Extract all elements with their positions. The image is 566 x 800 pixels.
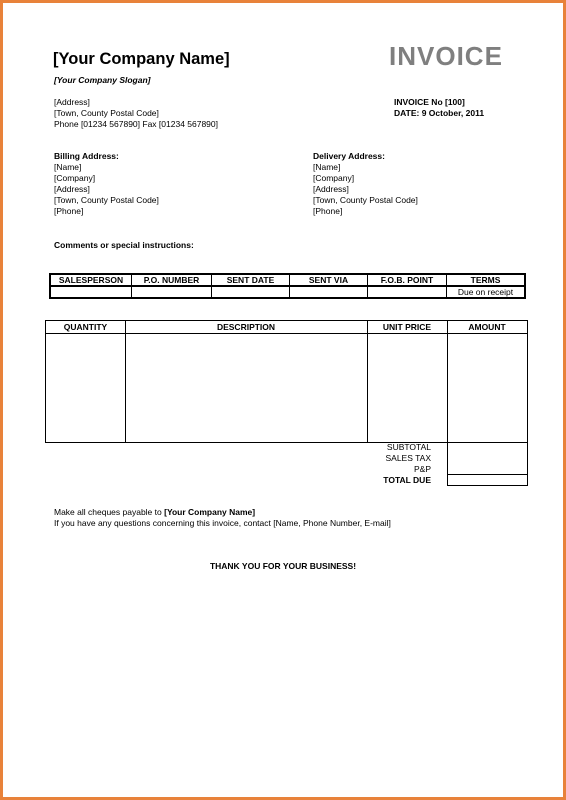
col-sent-via: SENT VIA	[290, 274, 368, 286]
order-row	[50, 286, 525, 298]
col-quantity: QUANTITY	[46, 321, 125, 334]
billing-address	[54, 151, 159, 217]
column-divider	[447, 321, 448, 442]
billing-line: [Company]	[54, 173, 96, 183]
items-table	[45, 320, 528, 443]
company-slogan: [Your Company Slogan]	[54, 75, 151, 85]
delivery-address	[313, 151, 418, 217]
col-salesperson: SALESPERSON	[50, 274, 132, 286]
header-divider	[46, 333, 527, 334]
order-header-row	[50, 274, 525, 286]
billing-line: [Phone]	[54, 206, 84, 216]
column-divider	[367, 321, 368, 442]
sales-tax-label: SALES TAX	[385, 453, 431, 463]
col-unit-price: UNIT PRICE	[367, 321, 447, 334]
po-number-cell[interactable]	[132, 286, 212, 298]
cheques-company-name: [Your Company Name]	[164, 507, 256, 517]
cheques-prefix: Make all cheques payable to	[54, 507, 165, 517]
thank-you-message: THANK YOU FOR YOUR BUSINESS!	[209, 561, 357, 571]
company-name: [Your Company Name]	[53, 50, 230, 68]
cheques-note	[54, 507, 255, 518]
invoice-date: DATE: 9 October, 2011	[394, 108, 485, 118]
delivery-line: [Company]	[313, 173, 355, 183]
pp-label: P&P	[413, 464, 431, 474]
delivery-line: [Town, County Postal Code]	[313, 195, 418, 205]
total-due-amount[interactable]	[447, 475, 528, 486]
col-sent-date: SENT DATE	[212, 274, 290, 286]
billing-line: [Address]	[54, 184, 90, 194]
col-po-number: P.O. NUMBER	[132, 274, 212, 286]
delivery-line: [Address]	[313, 184, 349, 194]
invoice-title: INVOICE	[389, 41, 503, 71]
invoice-number: INVOICE No [100]	[394, 97, 465, 107]
column-divider	[125, 321, 126, 442]
address-line: [Town, County Postal Code]	[54, 108, 159, 118]
col-fob-point: F.O.B. POINT	[368, 274, 447, 286]
comments-label: Comments or special instructions:	[54, 240, 194, 250]
address-line: Phone [01234 567890] Fax [01234 567890]	[54, 119, 219, 129]
col-terms: TERMS	[447, 274, 526, 286]
billing-line: [Name]	[54, 162, 82, 172]
total-due-label: TOTAL DUE	[383, 475, 431, 485]
billing-line: [Town, County Postal Code]	[54, 195, 159, 205]
fob-point-cell[interactable]	[368, 286, 447, 298]
order-info-table	[49, 273, 526, 299]
delivery-line: [Name]	[313, 162, 341, 172]
col-amount: AMOUNT	[447, 321, 527, 334]
delivery-line: [Phone]	[313, 206, 343, 216]
totals-amount-column[interactable]	[447, 441, 528, 475]
delivery-address-label: Delivery Address:	[313, 151, 385, 161]
questions-note: If you have any questions concerning this invoice, contact [Name, Phone Number, E-mail]	[54, 518, 391, 528]
terms-cell[interactable]: Due on receipt	[447, 286, 526, 298]
company-address	[54, 97, 218, 130]
subtotal-label: SUBTOTAL	[386, 442, 431, 452]
sent-date-cell[interactable]	[212, 286, 290, 298]
invoice-meta	[394, 97, 484, 119]
salesperson-cell[interactable]	[50, 286, 132, 298]
sent-via-cell[interactable]	[290, 286, 368, 298]
billing-address-label: Billing Address:	[54, 151, 119, 161]
address-line: [Address]	[54, 97, 90, 107]
col-description: DESCRIPTION	[125, 321, 367, 334]
